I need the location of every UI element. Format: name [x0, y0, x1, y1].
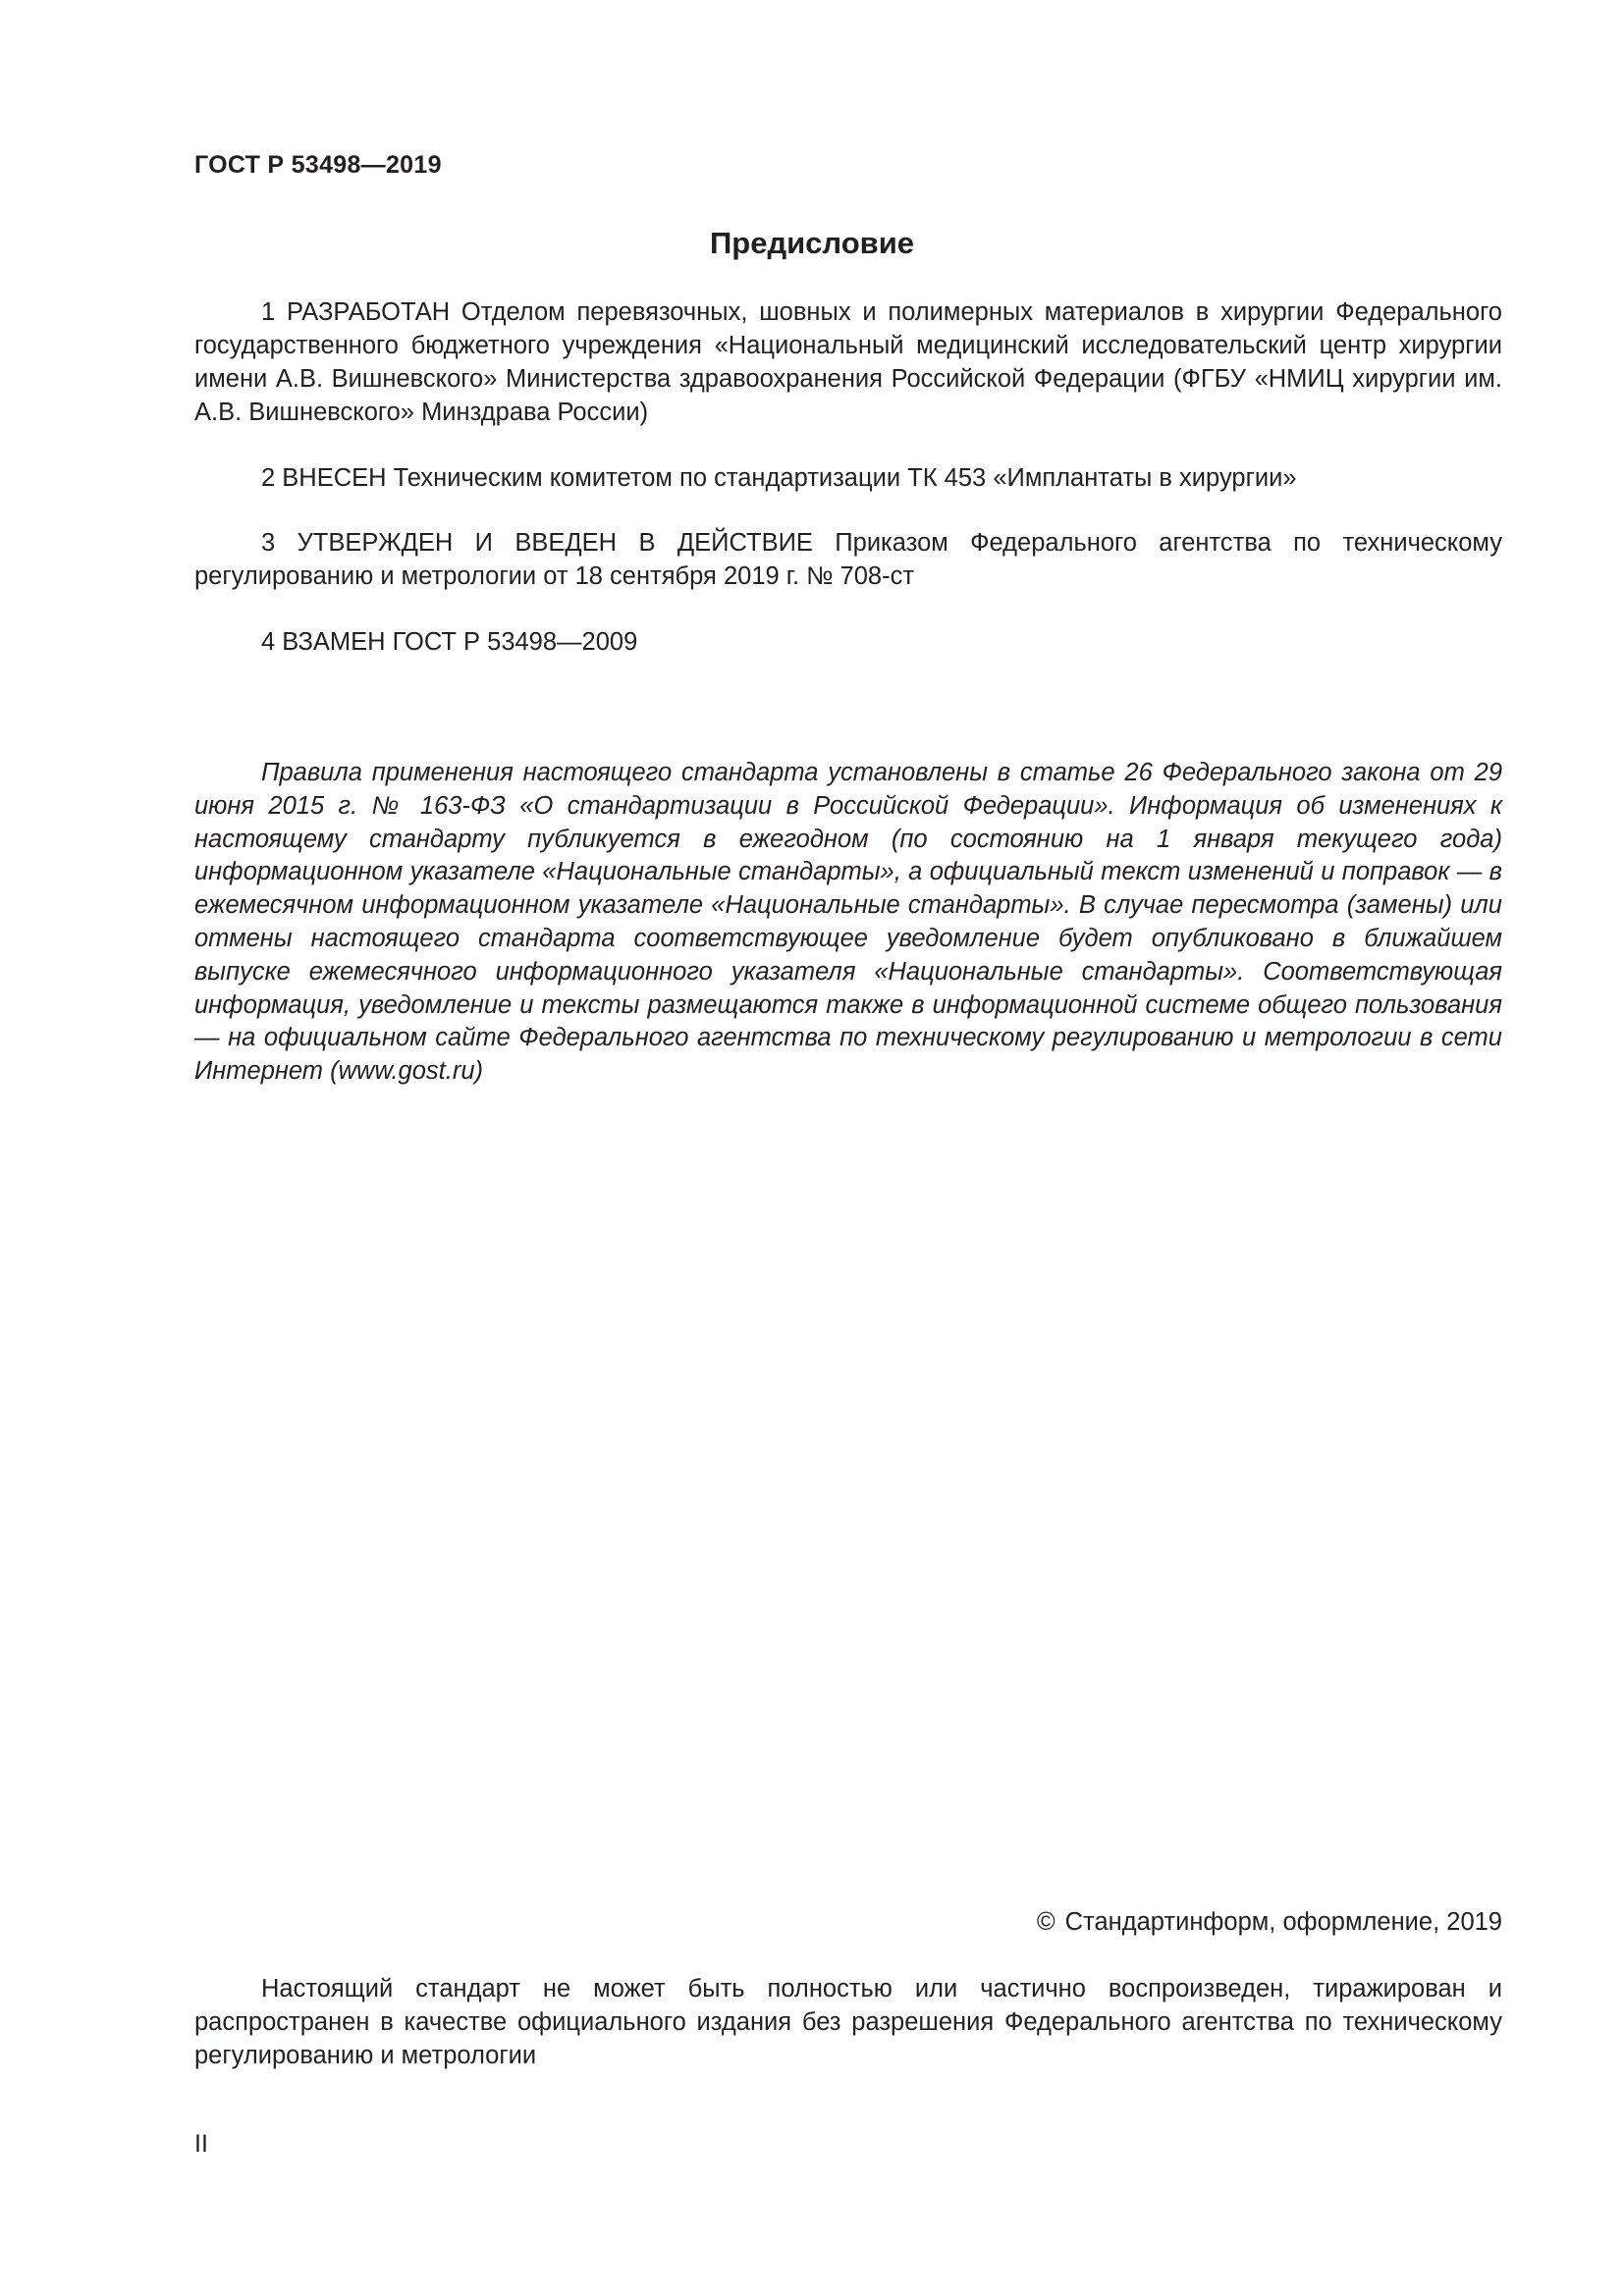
item-text: ВНЕСЕН Техническим комитетом по стандартизации ТК 453 «Имплантаты в хирургии»: [282, 464, 1297, 492]
item-text: УТВЕРЖДЕН И ВВЕДЕН В ДЕЙСТВИЕ Приказом Федерального агентства по техническому регулированию и метрологии от 18 сентября 2019 г. № 708-ст: [194, 529, 1502, 590]
item-number: 2: [261, 464, 276, 492]
item-number: 3: [261, 529, 276, 557]
copyright-symbol: ©: [1036, 1908, 1056, 1936]
application-rules-notice: Правила применения настоящего стандарта установлены в статье 26 Федерального закона от 29 июня 2015 г. № 163-ФЗ «О стандартизации в Российской Федерации». Информация об изменениях к настоящему стандарту публикуется в ежегодном (по состоянию на 1 января текущего года) информационном указателе «Национальные стандарты», а официальный текст изменений и поправок — в ежемесячном информационном указателе «Национальные стандарты». В случае пересмотра (замены) или отмены настоящего стандарта соответствующее уведомление будет опубликовано в ближайшем выпуске ежемесячного информационного указателя «Национальные стандарты». Соответствующая информация, уведомление и тексты размещаются также в информационной системе общего пользования — на официальном сайте Федерального агентства по техническому регулированию и метрологии в сети Интернет (www.gost.ru): [194, 759, 1502, 1086]
foreword-item-replaces: [194, 625, 1502, 659]
document-code: ГОСТ Р 53498—2019: [194, 151, 442, 179]
foreword-item-approved: [194, 526, 1502, 593]
item-number: 1: [261, 298, 276, 326]
foreword-item-developed: [194, 295, 1502, 429]
foreword-item-introduced: [194, 461, 1502, 495]
reproduction-restriction: Настоящий стандарт не может быть полностью или частично воспроизведен, тиражирован и распространен в качестве официального издания без разрешения Федерального агентства по техническому регулированию и метрологии: [194, 1975, 1502, 2069]
copyright-line: [194, 1908, 1502, 1937]
copyright-text: Стандартинформ, оформление, 2019: [1064, 1908, 1502, 1936]
page-number: II: [194, 2130, 208, 2158]
item-text: РАЗРАБОТАН Отделом перевязочных, шовных и полимерных материалов в хирургии Федерального государственного бюджетного учреждения «Национальный медицинский исследовательский центр хирургии имени А.В. Вишневского» Министерства здравоохранения Российской Федерации (ФГБУ «НМИЦ хирургии им. А.В. Вишневского» Минздрава России): [194, 298, 1502, 426]
page-title: Предисловие: [709, 226, 914, 260]
item-number: 4: [261, 628, 276, 656]
item-text: ВЗАМЕН ГОСТ Р 53498—2009: [282, 628, 638, 656]
